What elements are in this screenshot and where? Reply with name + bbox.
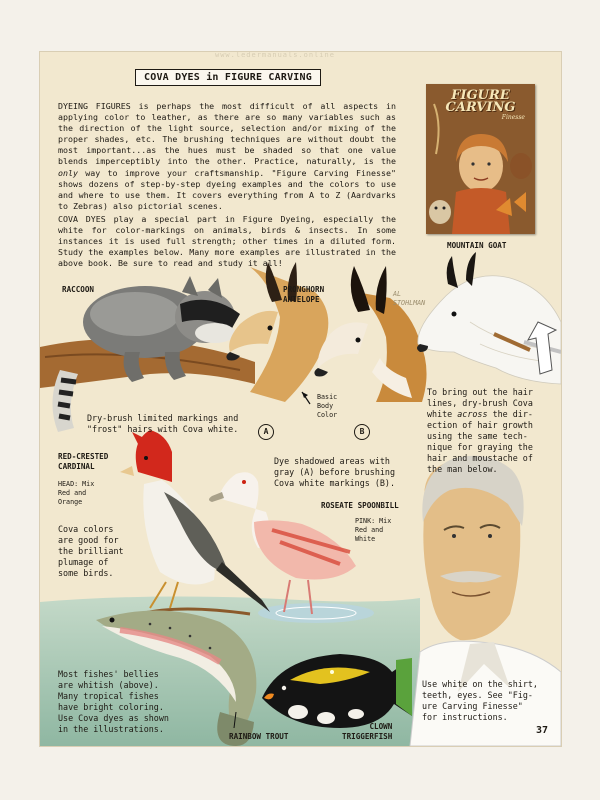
marker-a: A [258, 424, 274, 440]
caption-spoonbill-pink: PINK: Mix Red and White [355, 517, 392, 543]
intro-text-end: way to improve your craftsmanship. "Figure Carving Finesse" shows dozens of step-by-step dyeing examples and the colors to use and where to use them. It covers everything from A to Z (Aardvarks to Zebras) also pictorial scenes. [58, 167, 396, 211]
intro-paragraph [58, 101, 396, 212]
label-cardinal: RED-CRESTED CARDINAL [58, 452, 109, 471]
mountain-goat-illustration [417, 252, 561, 384]
artist-signature: AL STOHLMAN [393, 290, 426, 307]
raccoon-illustration [40, 276, 255, 432]
label-pronghorn: PRONGHORN ANTELOPE [283, 285, 325, 304]
book-cover-art [426, 84, 535, 234]
caption-fishes: Most fishes' bellies are whitish (above). Many tropical fishes have bright coloring. Use Cova dyes as shown in the illustrations. [58, 669, 169, 734]
book-cover-subtitle: Finesse [501, 114, 525, 121]
intro-text-emphasis: only [58, 167, 78, 178]
page-title: COVA DYES in FIGURE CARVING [135, 69, 321, 86]
book-cover [426, 84, 535, 234]
label-rainbow-trout: RAINBOW TROUT [229, 732, 289, 741]
caption-goat [427, 387, 559, 475]
label-mountain-goat: MOUNTAIN GOAT [447, 241, 507, 250]
caption-goat-emphasis: across [457, 409, 488, 419]
caption-man: Use white on the shirt, teeth, eyes. See "Fig- ure Carving Finesse" for instructions. [422, 679, 538, 722]
caption-basic-body-color: Basic Body Color [317, 393, 338, 419]
book-cover-title: FIGURE CARVING [445, 88, 516, 115]
watermark-text: www.ledermanuals.online [215, 52, 335, 59]
caption-raccoon: Dry-brush limited markings and "frost" hairs with Cova white. [87, 413, 239, 434]
magazine-page [40, 52, 561, 746]
label-raccoon: RACCOON [62, 285, 95, 294]
caption-goat-end: the dir- ection of hair growth using the same tech- nique for graying the hair and moustache of the man below. [427, 409, 533, 474]
label-clown-triggerfish: CLOWN TRIGGERFISH [342, 722, 393, 741]
caption-antelope: Dye shadowed areas with gray (A) before brushing Cova white markings (B). [274, 456, 396, 488]
intro-text-start: DYEING FIGURES is perhaps the most difficult of all aspects in applying color to leather, as there are so many variables such as the direction of the light source, selection and/or mixing of the proper shades, etc. The brushing techniques are without doubt the most important...as the hues must be shaded so that one value blends imperceptibly into the other. Practice, naturally, is the [58, 101, 396, 167]
caption-cardinal-head: HEAD: Mix Red and Orange [58, 480, 95, 506]
pronghorn-illustration [226, 262, 426, 404]
caption-goat-start: To bring out the hair lines, dry-brush Cova white [427, 387, 533, 419]
caption-cova-colors: Cova colors are good for the brilliant plumage of some birds. [58, 524, 124, 578]
page-number: 37 [535, 725, 548, 736]
label-spoonbill: ROSEATE SPOONBILL [321, 501, 399, 510]
cova-paragraph: COVA DYES play a special part in Figure Dyeing, especially the white for color-markings on animals, birds & insects. In some instances it is used full strength; other times in a diluted form. Study the examples below. Many more examples are illustrated in the above book. Be sure to read and study it all! [58, 214, 396, 269]
marker-b: B [354, 424, 370, 440]
spoonbill-illustration [209, 472, 356, 614]
cardinal-illustration [120, 430, 270, 614]
